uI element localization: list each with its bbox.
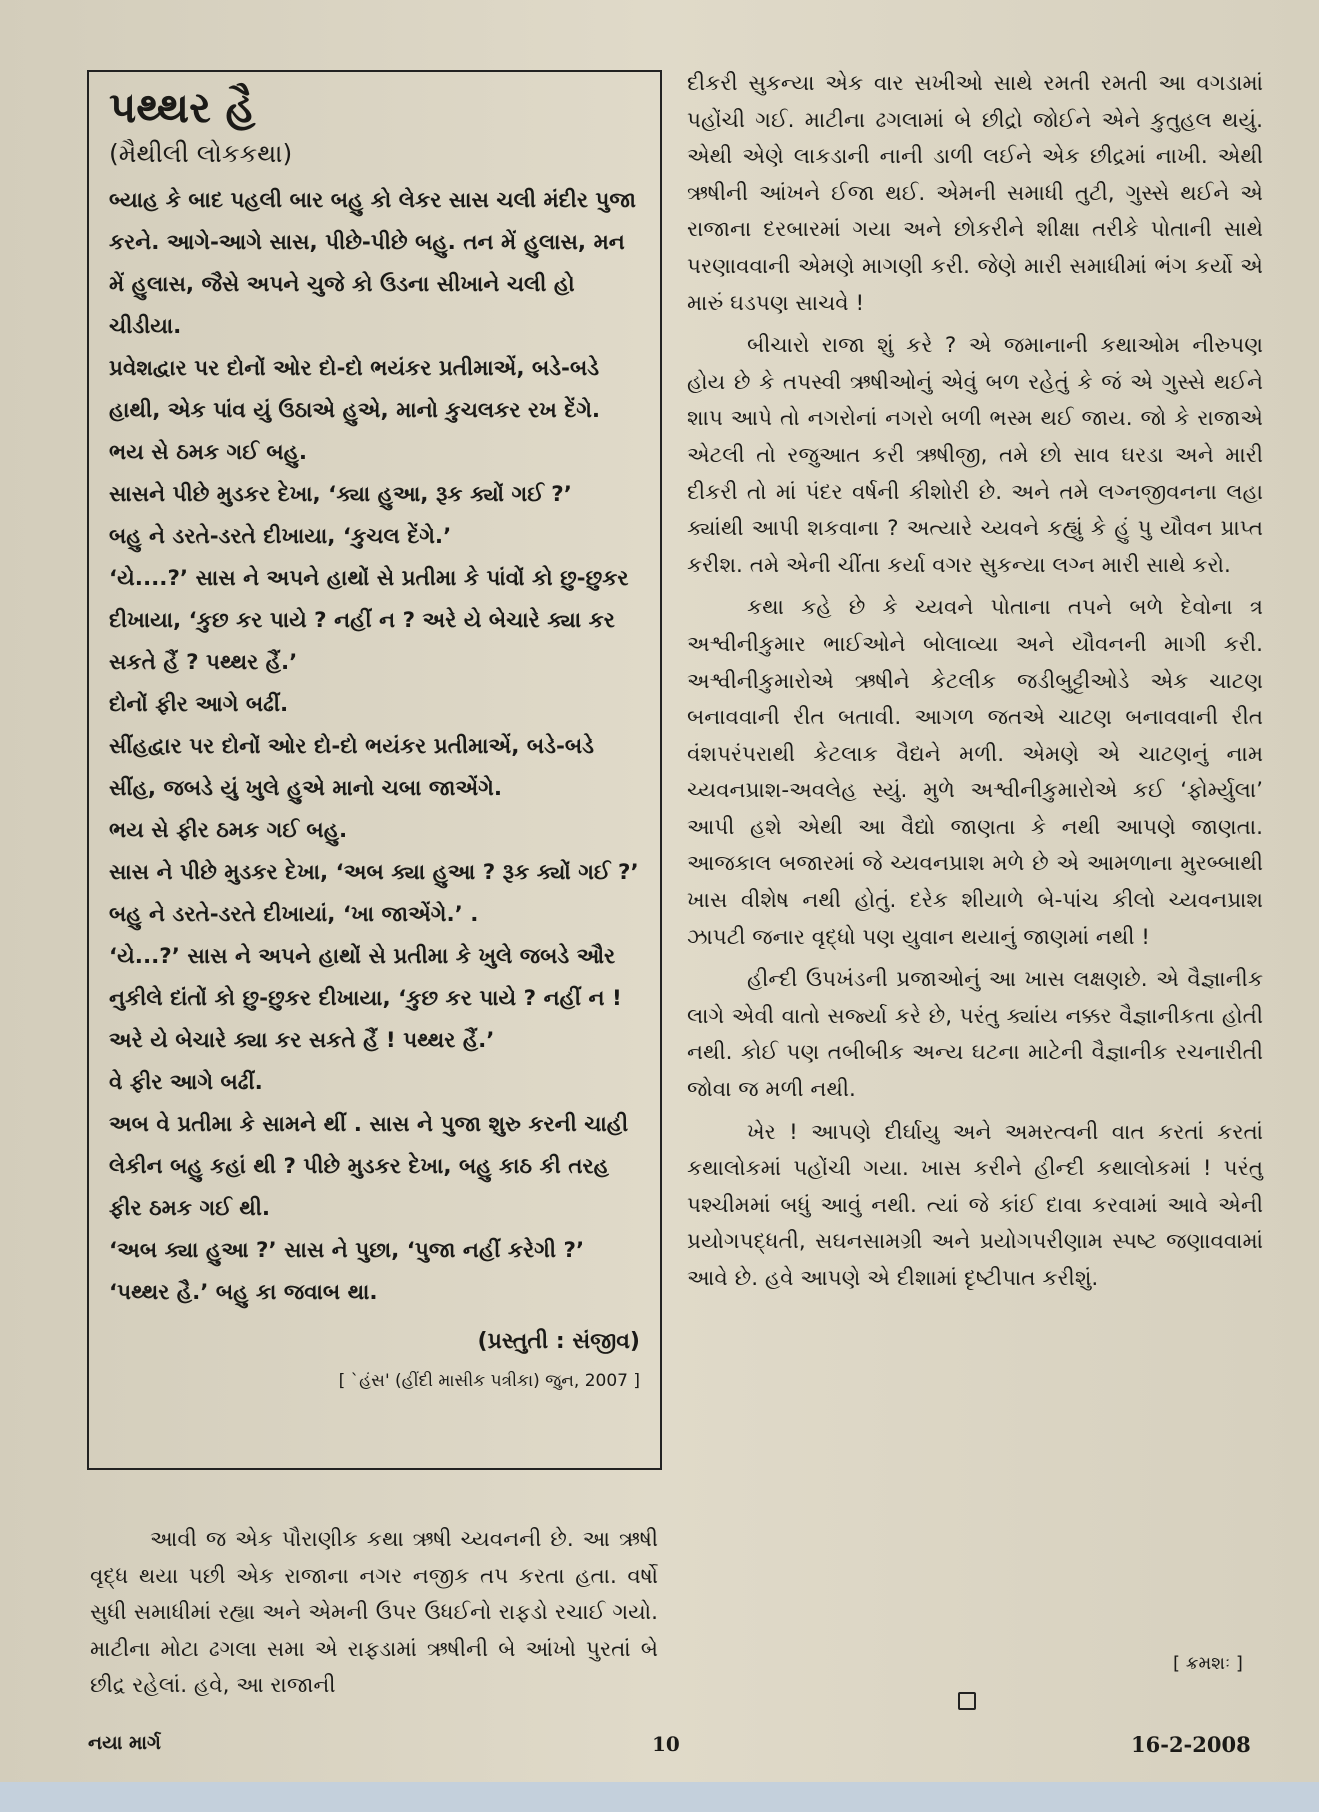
article-paragraph: ખેર ! આપણે દીર્ઘાયુ અને અમરત્વની વાત કરતાં કરતાં કથાલોકમાં પહોંચી ગયા. ખાસ કરીને હીન્દી કથાલોકમાં ! પરંતુ પશ્ચીમમાં બધું આવું નથી. ત્યાં જે કાંઈ દાવા કરવામાં આવે એની પ્રયોગપદ્ધતી, સઘનસામગ્રી અને પ્રયોગપરીણામ સ્પષ્ટ જણાવવામાં આવે છે. હવે આપણે એ દીશામાં દૃષ્ટીપાત કરીશું.	[687, 1119, 1263, 1291]
article-paragraph: આવી જ એક પૌરાણીક કથા ઋષી ચ્યવનની છે. આ ઋષી વૃદ્ધ થયા પછી એક રાજાના નગર નજીક તપ કરતા હતા. વર્ષો સુધી સમાધીમાં રહ્યા અને એમની ઉપર ઉધઈનો રાફડો રચાઈ ગયો. માટીના મોટા ઢગલા સમા એ રાફડામાં ઋષીની બે આંખો પુરતાં બે છીદ્ર રહેલાં. હવે, આ રાજાની	[90, 1527, 658, 1699]
story-body	[109, 180, 640, 1314]
story-paragraph: ‘અબ ક્યા હુઆ ?’ સાસ ને પુછા, ‘પુજા નહીં કરેગી ?’	[109, 1238, 585, 1263]
story-box	[87, 70, 662, 1470]
article-left-column	[90, 1522, 658, 1711]
article-paragraph: દીકરી સુકન્યા એક વાર સખીઓ સાથે રમતી રમતી આ વગડામાં પહોંચી ગઈ. માટીના ઢગલામાં બે છીદ્રો જોઈને એને કુતુહલ થયું. એથી એણે લાકડાની નાની ડાળી લઈને એક છીદ્રમાં નાખી. એથી ઋષીની આંખને ઈજા થઈ. એમની સમાધી તુટી, ગુસ્સે થઈને એ રાજાના દરબારમાં ગયા અને છોકરીને શીક્ષા તરીકે પોતાની સાથે પરણાવવાની એમણે માગણી કરી. જેણે મારી સમાધીમાં ભંગ કર્યો એ મારું ઘડપણ સાચવે !	[687, 71, 1263, 316]
story-paragraph: અબ વે પ્રતીમા કે સામને થીં . સાસ ને પુજા શુરુ કરની ચાહી લેકીન બહુ કહાં થી ? પીછે મુડકર દેખા, બહુ કાઠ કી તરહ ફીર ઠમક ગઈ થી.	[109, 1112, 629, 1221]
story-title: પથ્થર હૈ	[109, 83, 256, 132]
story-paragraph: ‘પથ્થર હૈ.’ બહુ કા જવાબ થા.	[109, 1280, 378, 1305]
story-paragraph: વે ફીર આગે બઢીં.	[109, 1070, 263, 1095]
story-paragraph: બહુ ને ડરતે-ડરતે દીખાયાં, ‘ખા જાએંગે.’ .	[109, 902, 479, 927]
end-mark-icon	[958, 1692, 976, 1710]
story-subtitle: (મૈથીલી લોકકથા)	[109, 139, 293, 168]
to-be-continued: [ ક્રમશઃ ]	[1173, 1653, 1243, 1674]
article-paragraph: બીચારો રાજા શું કરે ? એ જમાનાની કથાઓમ નીરુપણ હોય છે કે તપસ્વી ઋષીઓનું એવું બળ રહેતું કે જં એ ગુસ્સે થઈને શાપ આપે તો નગરોનાં નગરો બળી ભસ્મ થઈ જાય. જો કે રાજાએ એટલી તો રજુઆત કરી ઋષીજી, તમે છો સાવ ઘરડા અને મારી દીકરી તો માં પંદર વર્ષની કીશોરી છે. અને તમે લગ્નજીવનના લહા ક્યાંથી આપી શકવાના ? અત્યારે ચ્યવને કહ્યું કે હું પુ યૌવન પ્રાપ્ત કરીશ. તમે એની ચીંતા કર્યા વગર સુકન્યા લગ્ન મારી સાથે કરો.	[687, 333, 1263, 578]
article-right-column	[687, 66, 1263, 1304]
article-paragraph: હીન્દી ઉપખંડની પ્રજાઓનું આ ખાસ લક્ષણછે. એ વૈજ્ઞાનીક લાગે એવી વાતો સર્જ્યા કરે છે, પરંતુ ક્યાંય નક્કર વૈજ્ઞાનીકતા હોતી નથી. કોઈ પણ તબીબીક અન્ય ઘટના માટેની વૈજ્ઞાનીક રચનારીતી જોવા જ મળી નથી.	[687, 967, 1263, 1103]
story-credit: (પ્રસ્તુતી : સંજીવ)	[477, 1329, 640, 1354]
story-paragraph: ‘યે....?’ સાસ ને અપને હાથોં સે પ્રતીમા કે પાંવોં કો છુ-છુકર દીખાયા, ‘કુછ કર પાયે ? નહીં ન ? અરે યે બેચારે ક્યા કર સકતે હૈં ? પથ્થર હૈં.’	[109, 566, 629, 675]
story-paragraph: ભય સે ફીર ઠમક ગઈ બહુ.	[109, 818, 348, 843]
story-paragraph: પ્રવેશદ્વાર પર દોનોં ઓર દો-દો ભયંકર પ્રતીમાએં, બડે-બડે હાથી, એક પાંવ યું ઉઠાએ હુએ, માનો કુચલકર રખ દેંગે.	[109, 356, 601, 423]
story-paragraph: ભય સે ઠમક ગઈ બહુ.	[109, 440, 308, 465]
footer-magazine-name: નયા માર્ગ	[88, 1732, 161, 1754]
scan-edge	[0, 1782, 1319, 1812]
story-paragraph: બ્યાહ કે બાદ પહલી બાર બહુ કો લેકર સાસ ચલી મંદીર પુજા કરને. આગે-આગે સાસ, પીછે-પીછે બહુ. તન મેં હુલાસ, મન મેં હુલાસ, જૈસે અપને ચુજે કો ઉડના સીખાને ચલી હો ચીડીયા.	[109, 188, 636, 339]
story-source: [ `હંસ' (હીંદી માસીક પત્રીકા) જુન, 2007 ]	[338, 1371, 640, 1391]
article-paragraph: કથા કહે છે કે ચ્યવને પોતાના તપને બળે દેવોના ત્ર અશ્વીનીકુમાર ભાઈઓને બોલાવ્યા અને યૌવનની માગી કરી. અશ્વીનીકુમારોએ ઋષીને કેટલીક જડીબુટ્ટીઓડે એક ચાટણ બનાવવાની રીત બતાવી. આગળ જતએ ચાટણ બનાવવાની રીત વંશપરંપરાથી કેટલાક વૈદ્યને મળી. એમણે એ ચાટણનું નામ ચ્યવનપ્રાશ-અવલેહ સ્યું. મુળે અશ્વીનીકુમારોએ કઈ ‘ફોર્મ્યુલા’ આપી હશે એથી આ વૈદ્યો જાણતા કે નથી આપણે જાણતા. આજકાલ બજારમાં જે ચ્યવનપ્રાશ મળે છે એ આમળાના મુરબ્બાથી ખાસ વીશેષ નથી હોતું. દરેક શીયાળે બે-પાંચ કીલો ચ્યવનપ્રાશ ઝાપટી જનાર વૃદ્ધો પણ યુવાન થયાનું જાણમાં નથી !	[687, 595, 1263, 950]
story-paragraph: સાસ ને પીછે મુડકર દેખા, ‘અબ ક્યા હુઆ ? રૂક ક્યોં ગઈ ?’	[109, 860, 639, 885]
story-paragraph: સીંહદ્વાર પર દોનોં ઓર દો-દો ભયંકર પ્રતીમાએં, બડે-બડે સીંહ, જબડે યું ખુલે હુએ માનો ચબા જાએંગે.	[109, 734, 594, 801]
footer-date: 16-2-2008	[1131, 1732, 1251, 1757]
story-paragraph: ‘યે...?’ સાસ ને અપને હાથોં સે પ્રતીમા કે ખુલે જબડે ઔર નુકીલે દાંતોં કો છુ-છુકર દીખાયા, ‘કુછ કર પાયે ? નહીં ન ! અરે યે બેચારે ક્યા કર સકતે હૈં ! પથ્થર હૈં.’	[109, 944, 622, 1053]
story-paragraph: દોનોં ફીર આગે બઢીં.	[109, 692, 289, 717]
story-paragraph: બહુ ને ડરતે-ડરતે દીખાયા, ‘કુચલ દેંગે.’	[109, 524, 452, 549]
story-paragraph: સાસને પીછે મુડકર દેખા, ‘ક્યા હુઆ, રૂક ક્યોં ગઈ ?’	[109, 482, 572, 507]
footer-page-number: 10	[652, 1732, 680, 1756]
